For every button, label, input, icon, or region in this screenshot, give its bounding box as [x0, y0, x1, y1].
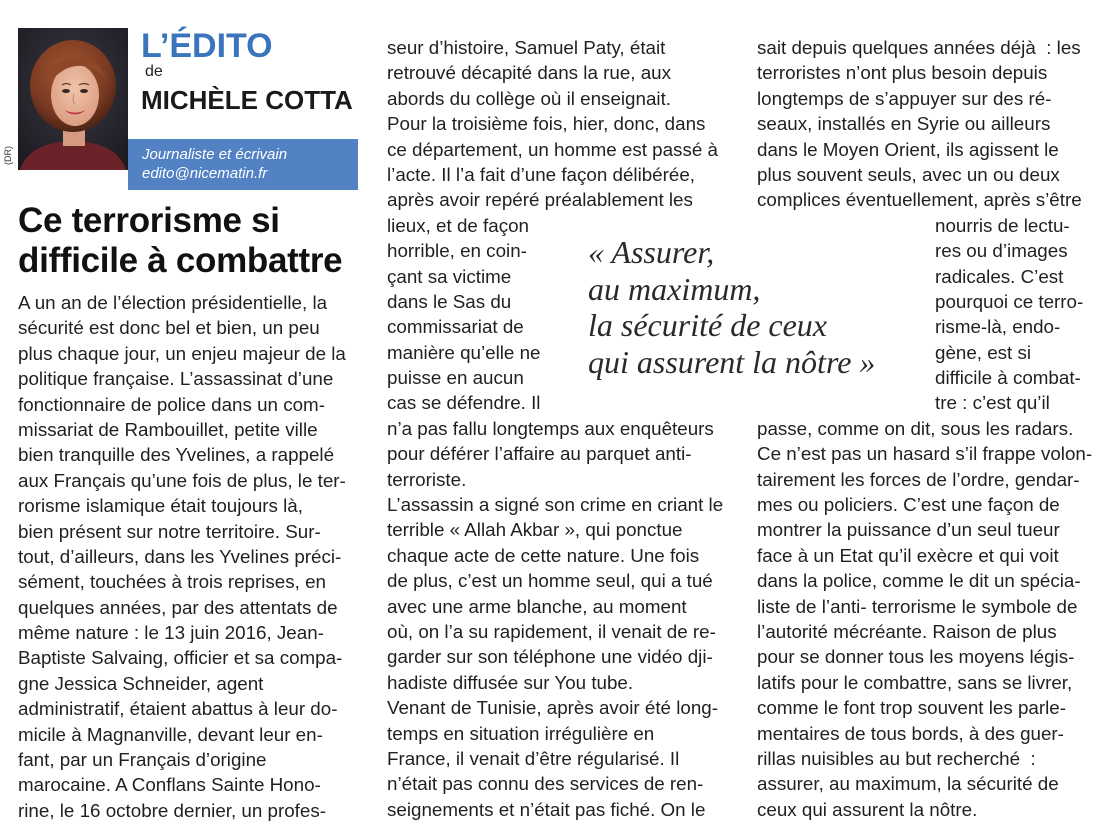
author-email: edito@nicematin.fr: [142, 165, 268, 182]
body-line: quelques années, par des attentats de: [18, 596, 338, 618]
body-line: Ce n’est pas un hasard s’il frappe volon-: [757, 443, 1093, 465]
pull-quote: [588, 234, 875, 380]
pull-quote-line: qui assurent la nôtre »: [588, 343, 876, 380]
body-line: nourris de lectu-: [935, 214, 1070, 236]
body-line: seur d’histoire, Samuel Paty, était: [387, 37, 666, 58]
body-line: seignements et n’était pas fiché. On le: [387, 798, 706, 820]
byline-prefix: de: [145, 63, 163, 80]
body-line: terrible « Allah Akbar », qui ponctue: [387, 519, 683, 541]
body-line: plus souvent seuls, avec un ou deux: [757, 163, 1060, 185]
section-label: L’ÉDITO: [141, 27, 273, 65]
body-line: comme le font trop souvent les parle-: [757, 697, 1066, 719]
author-info-box: [128, 139, 358, 190]
body-line: Venant de Tunisie, après avoir été long-: [387, 697, 718, 719]
body-line: Baptiste Salvaing, officier et sa compa-: [18, 647, 343, 669]
body-line: pour se donner tous les moyens légis-: [757, 646, 1075, 668]
body-line: longtemps de s’appuyer sur des ré-: [757, 87, 1052, 109]
body-line: bien présent sur notre territoire. Sur-: [18, 520, 321, 542]
body-line: avec une arme blanche, au moment: [387, 595, 687, 617]
body-line: puisse en aucun: [387, 367, 524, 389]
body-line: rillas nuisibles au but recherché :: [757, 747, 1036, 769]
body-line: complices éventuellement, après s’être: [757, 189, 1082, 211]
headline: [18, 201, 342, 281]
column-2-after-quote: [387, 416, 723, 822]
body-line: latifs pour le combattre, sans se livrer,: [757, 671, 1073, 693]
body-line: risme-là, endo-: [935, 316, 1061, 338]
author-photo: [18, 28, 128, 170]
body-line: pourquoi ce terro-: [935, 290, 1084, 312]
column-3-after-quote: [757, 416, 1092, 822]
body-line: commissariat de: [387, 316, 524, 338]
body-line: l’acte. Il l’a fait d’une façon délibérée,: [387, 163, 695, 185]
pull-quote-line: au maximum,: [588, 270, 761, 307]
body-line: marocaine. A Conflans Sainte Hono-: [18, 774, 321, 796]
column-2: [387, 35, 723, 822]
photo-credit: (DR): [3, 146, 13, 165]
body-line: dans la police, comme le dit un spécia-: [757, 570, 1081, 592]
body-line: assurer, au maximum, la sécurité de: [757, 773, 1059, 795]
body-line: terroristes n’ont plus besoin depuis: [757, 62, 1048, 84]
author-name: MICHÈLE COTTA: [141, 85, 353, 115]
body-line: rine, le 16 octobre dernier, un profes-: [18, 799, 326, 821]
body-line: micile à Magnanville, devant leur en-: [18, 723, 323, 745]
pull-quote-line: « Assurer,: [588, 234, 715, 270]
column-3-before-quote: [757, 35, 1092, 213]
body-line: fonctionnaire de police dans un com-: [18, 393, 325, 415]
body-line: fant, par un Français d’origine: [18, 749, 267, 771]
body-line: tout, d’ailleurs, dans les Yvelines préci-: [18, 545, 342, 567]
body-line: cas se défendre. Il: [387, 392, 541, 414]
headline-line: difficile à combattre: [18, 241, 343, 280]
body-line: chaque acte de cette nature. Une fois: [387, 544, 700, 566]
body-line: bien tranquille des Yvelines, a rappelé: [18, 444, 335, 466]
body-line: missariat de Rambouillet, petite ville: [18, 418, 318, 440]
body-line: n’a pas fallu longtemps aux enquêteurs: [387, 417, 714, 439]
body-line: L’assassin a signé son crime en criant le: [387, 494, 724, 516]
body-line: de plus, c’est un homme seul, qui a tué: [387, 570, 713, 592]
body-line: retrouvé décapité dans la rue, aux: [387, 62, 671, 84]
column-2-before-quote: [387, 35, 723, 213]
body-line: liste de l’anti- terrorisme le symbole de: [757, 595, 1078, 617]
pull-quote-line: la sécurité de ceux: [588, 307, 827, 343]
body-line: administratif, étaient abattus à leur do-: [18, 698, 338, 720]
body-line: abords du collège où il enseignait.: [387, 87, 672, 109]
body-line: n’était pas connu des services de ren-: [387, 773, 704, 795]
body-line: l’autorité mécréante. Raison de plus: [757, 620, 1057, 642]
body-line: manière qu’elle ne: [387, 341, 541, 363]
body-line: même nature : le 13 juin 2016, Jean-: [18, 622, 324, 644]
author-role: Journaliste et écrivain: [142, 146, 288, 163]
column-1: [18, 290, 346, 823]
body-line: sécurité est donc bel et bien, un peu: [18, 317, 320, 339]
body-line: sément, touchées à trois reprises, en: [18, 571, 326, 593]
body-line: terroriste.: [387, 468, 467, 490]
body-line: tairement les forces de l’ordre, gendar-: [757, 468, 1080, 490]
body-line: garder sur son téléphone une vidéo dji-: [387, 646, 713, 668]
body-line: mes ou policiers. C’est une façon de: [757, 494, 1060, 516]
body-line: A un an de l’élection présidentielle, la: [18, 292, 328, 313]
body-line: mentaires de tous bords, à des guer-: [757, 722, 1064, 744]
body-line: rorisme islamique était toujours là,: [18, 495, 303, 517]
author-portrait-icon: [18, 28, 128, 170]
body-line: lieux, et de façon: [387, 214, 529, 236]
body-line: sait depuis quelques années déjà : les: [757, 37, 1081, 58]
body-line: plus chaque jour, un enjeu majeur de la: [18, 342, 346, 364]
body-line: Pour la troisième fois, hier, donc, dans: [387, 113, 706, 135]
body-line: radicales. C’est: [935, 265, 1064, 287]
body-line: pour déférer l’affaire au parquet anti-: [387, 443, 692, 465]
body-line: gne Jessica Schneider, agent: [18, 672, 264, 694]
body-line: où, on l’a su rapidement, il venait de re-: [387, 620, 716, 642]
column-3-beside-quote: [935, 213, 1092, 416]
body-line: seaux, installés en Syrie ou ailleurs: [757, 113, 1051, 135]
body-line: ceux qui assurent la nôtre.: [757, 798, 978, 820]
body-line: dans le Moyen Orient, ils agissent le: [757, 138, 1059, 160]
body-line: passe, comme on dit, sous les radars.: [757, 417, 1074, 439]
body-line: tre : c’est qu’il: [935, 392, 1050, 414]
body-line: çant sa victime: [387, 265, 512, 287]
body-line: temps en situation irrégulière en: [387, 722, 655, 744]
body-line: res ou d’images: [935, 240, 1068, 262]
body-line: difficile à combat-: [935, 367, 1081, 389]
body-line: aux Français qu’une fois de plus, le ter-: [18, 469, 346, 491]
body-line: après avoir repéré préalablement les: [387, 189, 693, 211]
body-line: dans le Sas du: [387, 290, 512, 312]
body-line: politique française. L’assassinat d’une: [18, 368, 334, 390]
column-3: [757, 35, 1092, 822]
body-line: France, il venait d’être régularisé. Il: [387, 747, 680, 769]
body-line: ce département, un homme est passé à: [387, 138, 718, 160]
body-line: hadiste diffusée sur You tube.: [387, 671, 634, 693]
body-line: montrer la puissance d’un seul tueur: [757, 519, 1060, 541]
body-line: gène, est si: [935, 341, 1032, 363]
body-line: face à un Etat qu’il exècre et qui voit: [757, 544, 1059, 566]
body-line: horrible, en coin-: [387, 240, 527, 262]
headline-line: Ce terrorisme si: [18, 201, 280, 240]
